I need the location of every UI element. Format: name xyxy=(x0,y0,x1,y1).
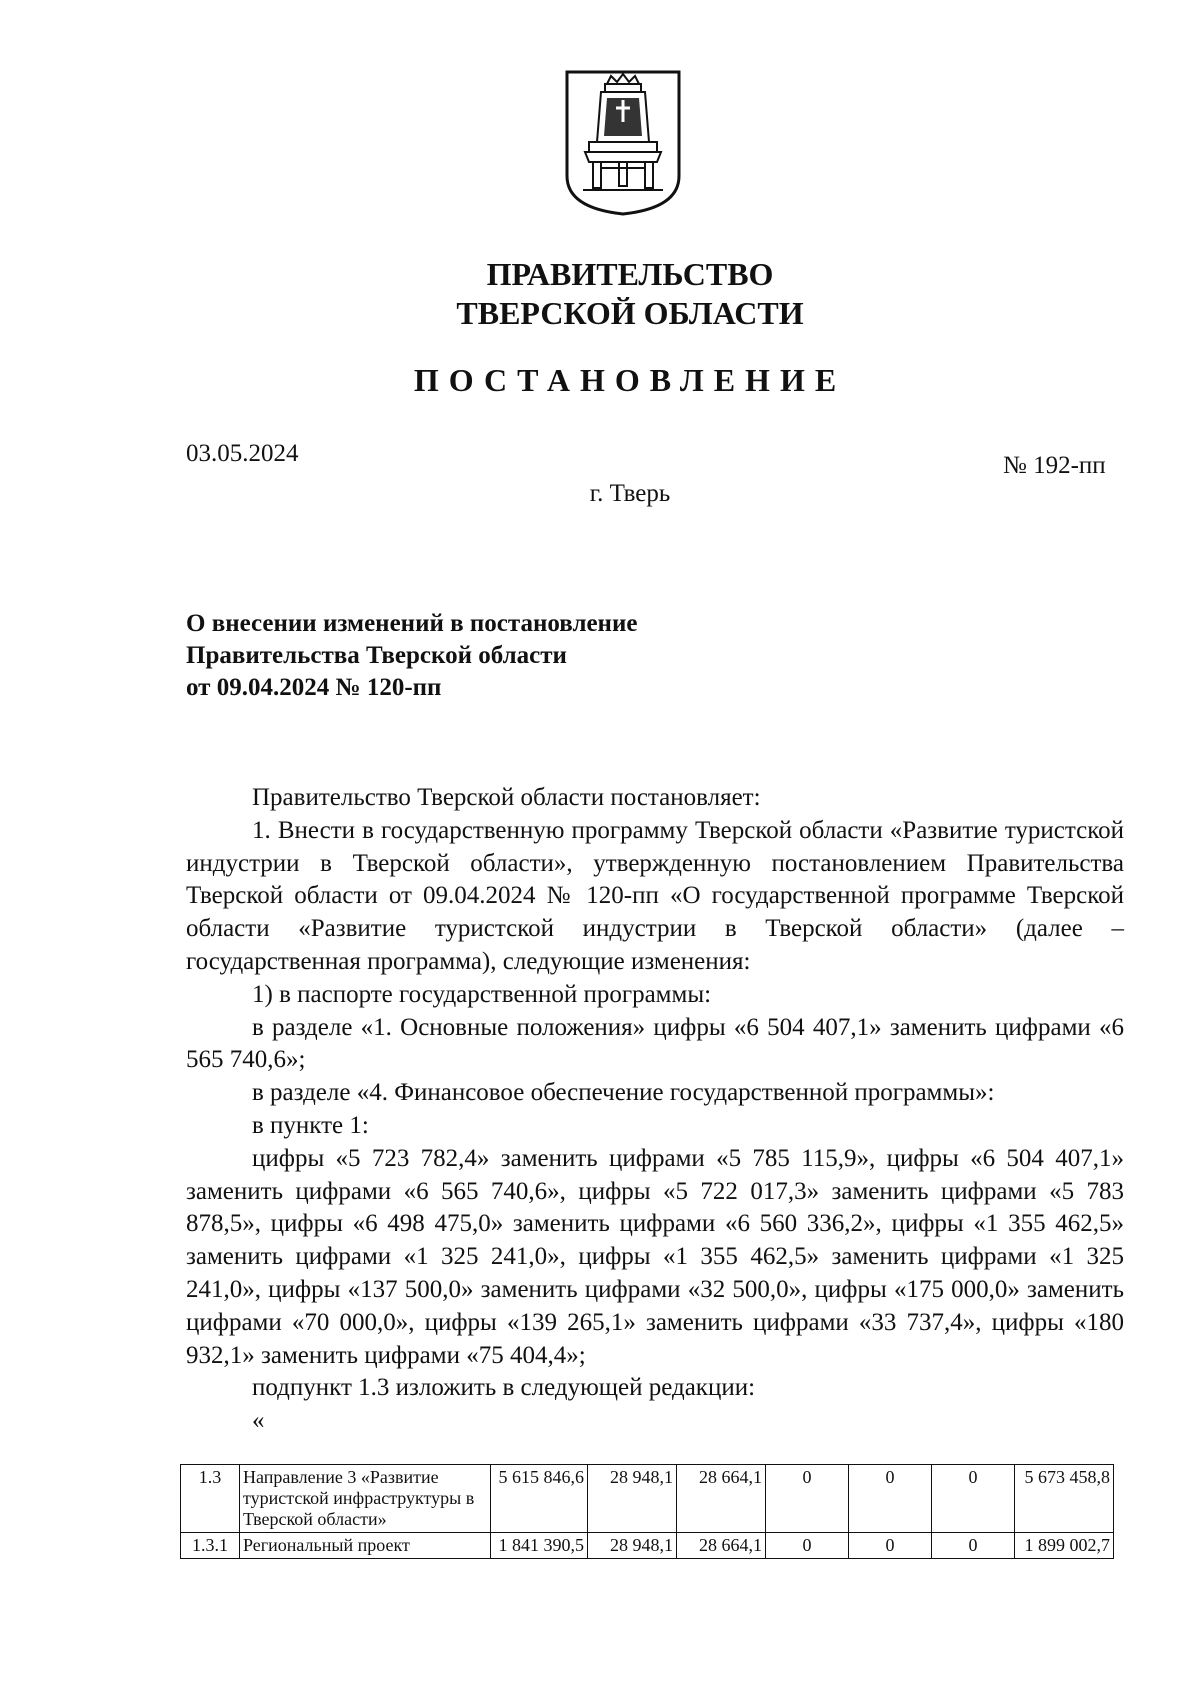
subject-line: О внесении изменений в постановление xyxy=(186,610,638,637)
body-paragraph: подпункт 1.3 изложить в следующей редакции: xyxy=(252,1374,756,1402)
table-cell-value: 0 xyxy=(849,1533,932,1559)
subject-line: Правительства Тверской области xyxy=(186,642,567,669)
body-paragraph: в разделе «1. Основные положения» цифры «6 504 407,1» заменить цифрами «6 565 740,6»; xyxy=(186,1013,1124,1074)
table-cell-value: 28 664,1 xyxy=(677,1465,766,1533)
document-subject xyxy=(186,608,637,704)
table-cell-value: 0 xyxy=(932,1533,1015,1559)
org-name-line2: ТВЕРСКОЙ ОБЛАСТИ xyxy=(456,295,804,331)
table-cell-value: 0 xyxy=(766,1465,849,1533)
body-paragraph: Правительство Тверской области постановляет: xyxy=(252,784,761,811)
body-paragraph: в разделе «4. Финансовое обеспечение государственной программы»: xyxy=(252,1079,995,1107)
table-cell-total: 5 673 458,8 xyxy=(1015,1465,1114,1533)
funding-table xyxy=(180,1464,1114,1559)
table-cell-value: 28 664,1 xyxy=(677,1533,766,1559)
table-cell-value: 1 841 390,5 xyxy=(491,1533,588,1559)
table-cell-name: Направление 3 «Развитие туристской инфраструктуры в Тверской области» xyxy=(240,1465,491,1533)
document-date: 03.05.2024 xyxy=(186,440,299,467)
table-row xyxy=(181,1465,1114,1533)
table-cell-code: 1.3 xyxy=(181,1465,240,1533)
table-cell-value: 0 xyxy=(766,1533,849,1559)
opening-quote: « xyxy=(252,1407,265,1435)
body-paragraph: 1) в паспорте государственной программы: xyxy=(252,980,712,1008)
table-cell-value: 28 948,1 xyxy=(588,1465,677,1533)
subject-line: от 09.04.2024 № 120-пп xyxy=(186,674,442,701)
table-cell-code: 1.3.1 xyxy=(181,1533,240,1559)
body-paragraph: цифры «5 723 782,4» заменить цифрами «5 785 115,9», цифры «6 504 407,1» заменить цифрами «6 565 740,6», цифры «5 722 017,3» заменить цифрами «5 783 878,5», цифры «6 498 475,0» заменить цифрами «6 560 336,2», цифры «1 355 462,5» заменить цифрами «1 325 241,0», цифры «1 355 462,5» заменить цифрами «1 325 241,0», цифры «137 500,0» заменить цифрами «32 500,0», цифры «175 000,0» заменить цифрами «70 000,0», цифры «139 265,1» заменить цифрами «33 737,4», цифры «180 932,1» заменить цифрами «75 404,4»; xyxy=(186,1144,1124,1369)
table-cell-value: 28 948,1 xyxy=(588,1533,677,1559)
body-paragraph: в пункте 1: xyxy=(252,1111,369,1139)
body-paragraph: 1. Внести в государственную программу Тверской области «Развитие туристской индустрии в Тверской области», утвержденную постановлением Правительства Тверской области от 09.04.2024 № 120-пп «О государственной программе Тверской области «Развитие туристской индустрии в Тверской области» (далее – государственная программа), следующие изменения: xyxy=(186,816,1124,975)
table-row xyxy=(181,1533,1114,1559)
tver-coat-of-arms-icon xyxy=(563,68,683,216)
table-cell-value: 0 xyxy=(932,1465,1015,1533)
document-type: ПОСТАНОВЛЕНИЕ xyxy=(413,362,847,398)
table-cell-value: 0 xyxy=(849,1465,932,1533)
table-cell-name: Региональный проект xyxy=(240,1533,491,1559)
document-body xyxy=(186,782,1124,1438)
document-city: г. Тверь xyxy=(589,480,671,507)
document-number: № 192-пп xyxy=(1003,452,1106,479)
table-cell-total: 1 899 002,7 xyxy=(1015,1533,1114,1559)
table-cell-value: 5 615 846,6 xyxy=(491,1465,588,1533)
org-name-line1: ПРАВИТЕЛЬСТВО xyxy=(486,256,774,292)
